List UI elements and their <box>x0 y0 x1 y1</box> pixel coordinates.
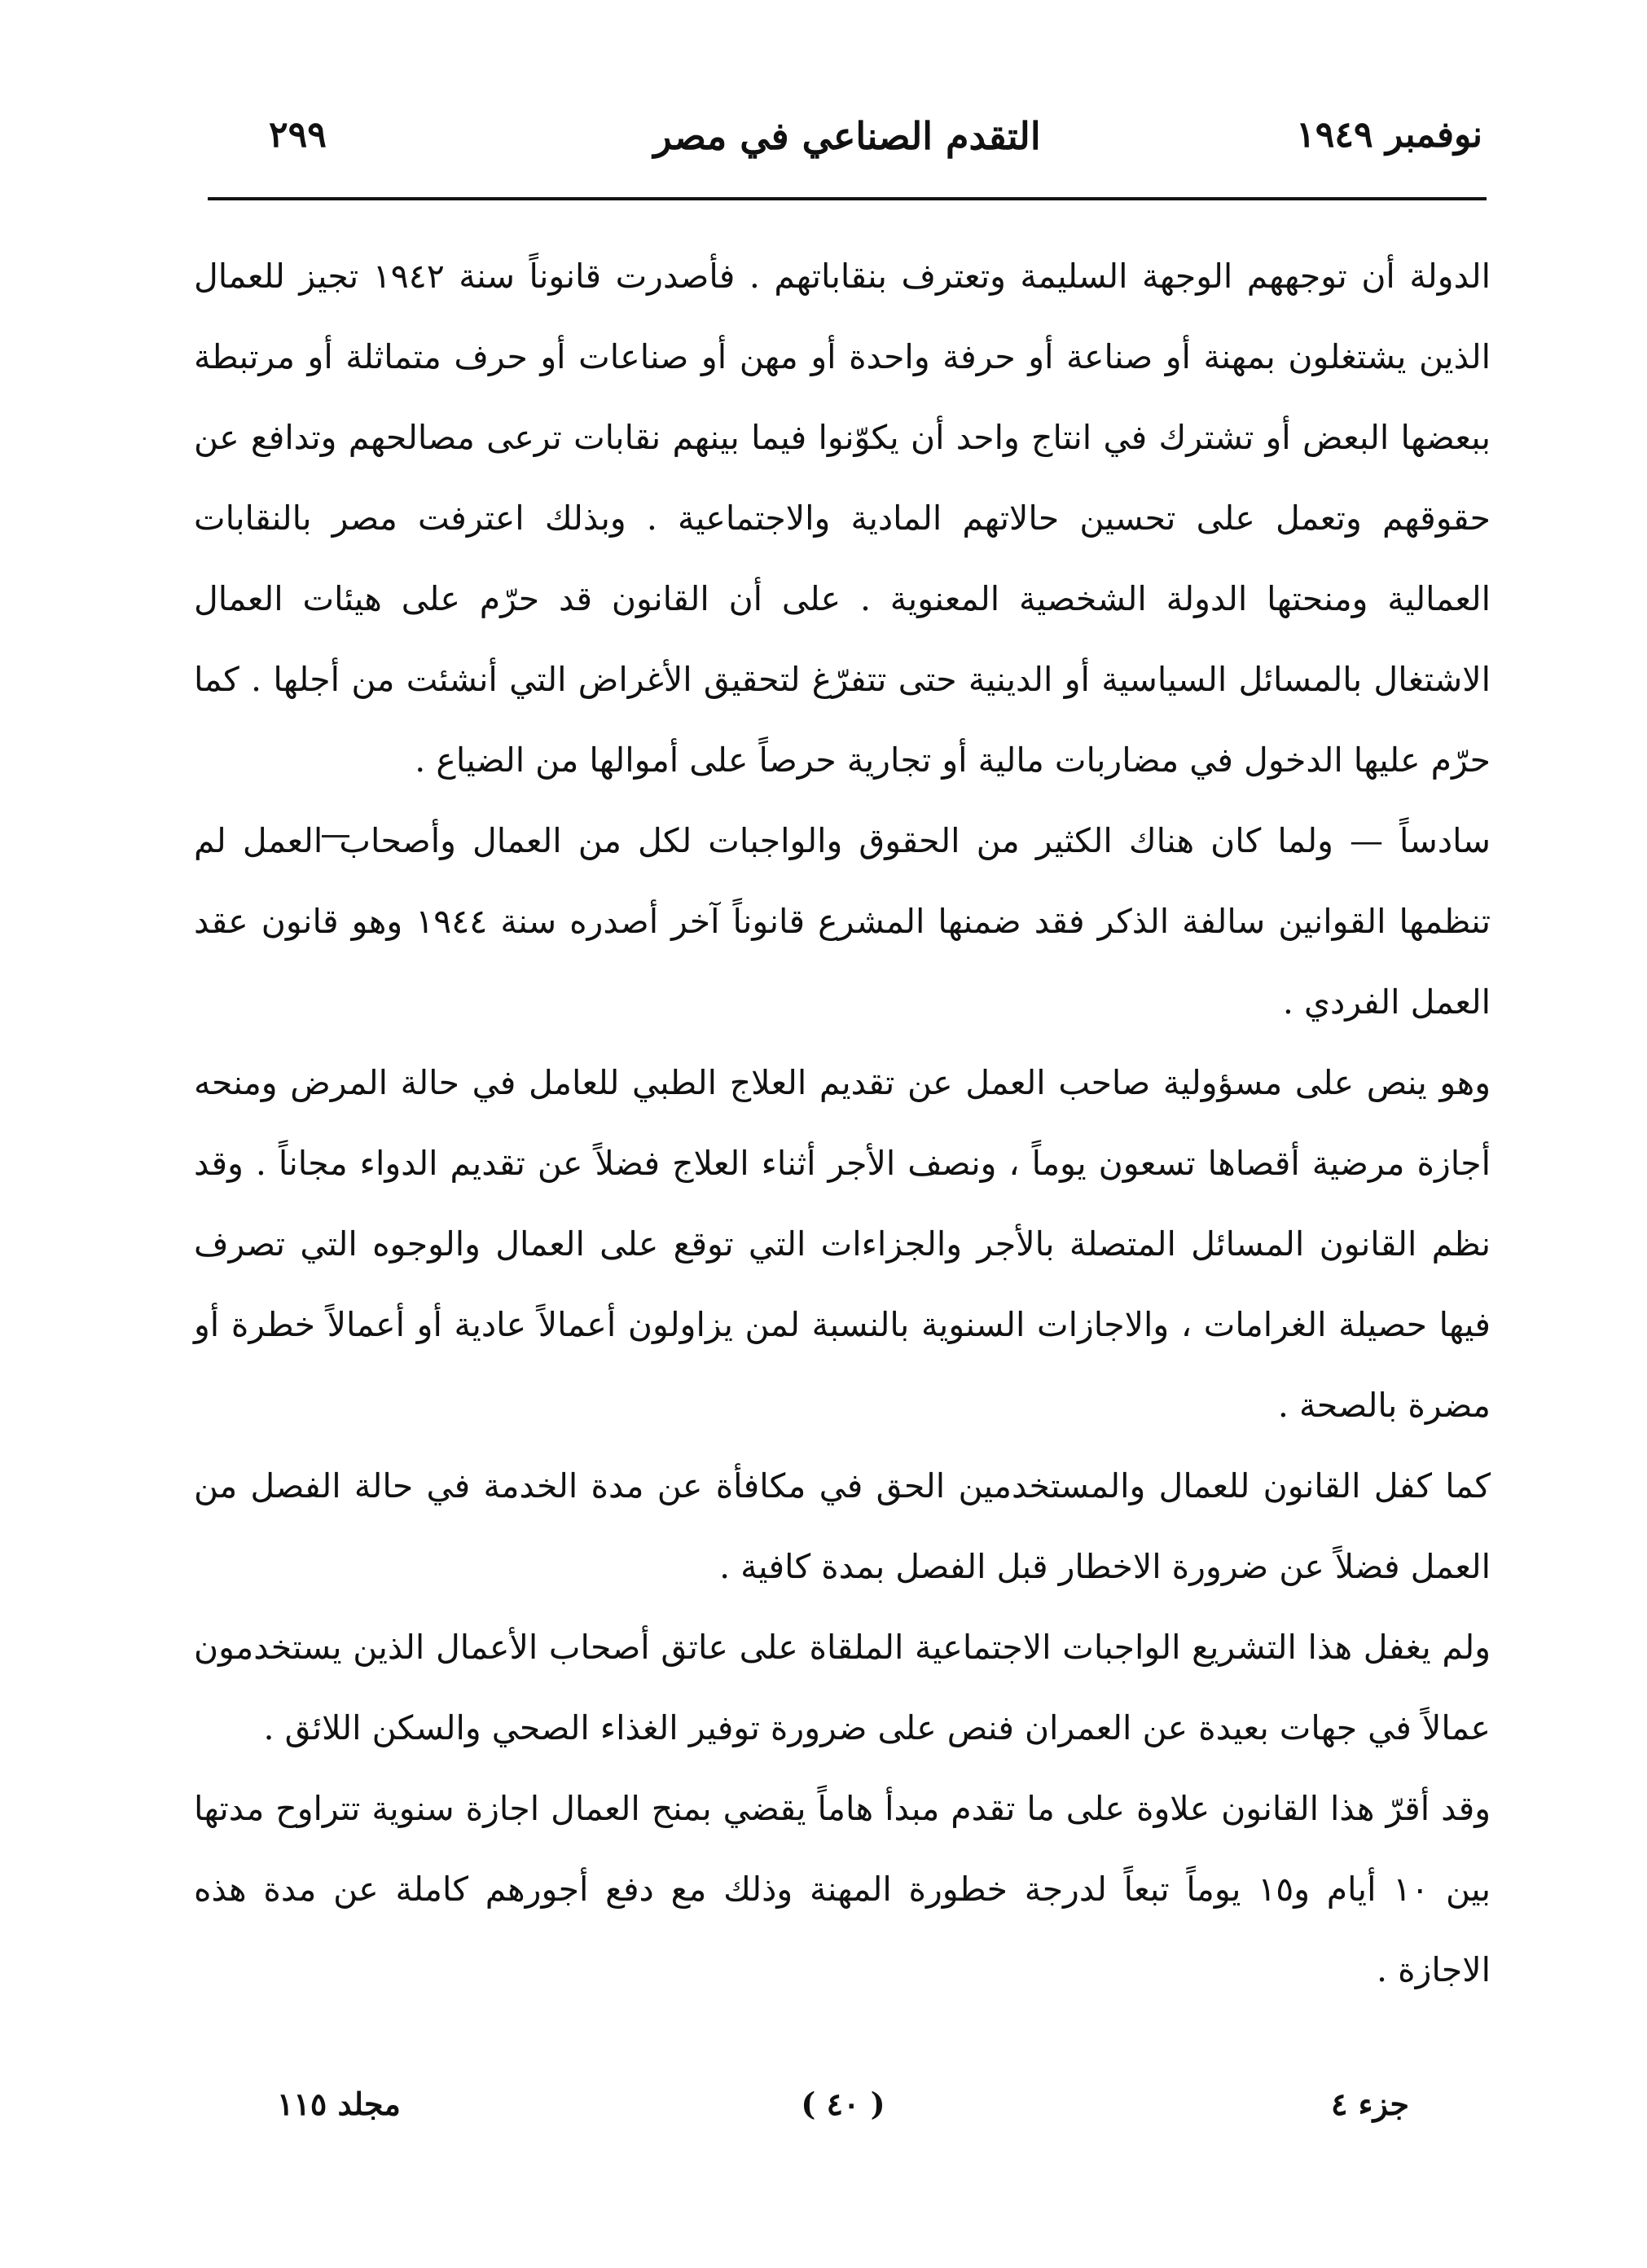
article-body <box>194 236 1491 2011</box>
paragraph: ولم يغفل هذا التشريع الواجبات الاجتماعية الملقاة على عاتق أصحاب الأعمال الذين يستخدمون عمالاً في جهات بعيدة عن العمران فنص على ضرورة توفير الغذاء الصحي والسكن اللائق . <box>194 1628 1491 1747</box>
footer-sheet-number: ( ٤٠ ) <box>801 2086 885 2122</box>
page-footer <box>277 2086 1409 2134</box>
footer-volume: مجلد ١١٥ <box>277 2086 401 2122</box>
paragraph: الدولة أن توجههم الوجهة السليمة وتعترف بنقاباتهم . فأصدرت قانوناً سنة ١٩٤٢ تجيز للعمال الذين يشتغلون بمهنة أو صناعة أو حرفة واحدة أو مهن أو صناعات أو حرف متماثلة أو مرتبطة ببعضها البعض أو تشترك في انتاج واحد أن يكوّنوا فيما بينهم نقابات ترعى مصالحهم وتدافع عن حقوقهم وتعمل على تحسين حالاتهم المادية والاجتماعية . وبذلك اعترفت مصر بالنقابات العمالية ومنحتها الدولة الشخصية المعنوية . على أن القانون قد حرّم على هيئات العمال الاشتغال بالمسائل السياسية أو الدينية حتى تتفرّغ لتحقيق الأغراض التي أنشئت من أجلها . كما حرّم عليها الدخول في مضاربات مالية أو تجارية حرصاً على أموالها من الضياع . <box>194 257 1491 780</box>
header-rule <box>208 197 1487 200</box>
paragraph: كما كفل القانون للعمال والمستخدمين الحق في مكافأة عن مدة الخدمة في حالة الفصل من العمل فضلاً عن ضرورة الاخطار قبل الفصل بمدة كافية . <box>194 1466 1491 1586</box>
print-mark <box>322 835 349 837</box>
paragraph: سادساً — ولما كان هناك الكثير من الحقوق والواجبات لكل من العمال وأصحاب العمل لم تنظمها القوانين سالفة الذكر فقد ضمنها المشرع قانوناً آخر أصدره سنة ١٩٤٤ وهو قانون عقد العمل الفردي . <box>194 821 1491 1022</box>
running-header <box>212 114 1482 179</box>
footer-part: جزء ٤ <box>1331 2086 1409 2122</box>
paragraph: وقد أقرّ هذا القانون علاوة على ما تقدم مبدأ هاماً يقضي بمنح العمال اجازة سنوية تتراوح مدتها بين ١٠ أيام و١٥ يوماً تبعاً لدرجة خطورة المهنة وذلك مع دفع أجورهم كاملة عن مدة هذه الاجازة . <box>194 1789 1491 1989</box>
paragraph: وهو ينص على مسؤولية صاحب العمل عن تقديم العلاج الطبي للعامل في حالة المرض ومنحه أجازة مرضية أقصاها تسعون يوماً ، ونصف الأجر أثناء العلاج فضلاً عن تقديم الدواء مجاناً . وقد نظم القانون المسائل المتصلة بالأجر والجزاءات التي توقع على العمال والوجوه التي تصرف فيها حصيلة الغرامات ، والاجازات السنوية بالنسبة لمن يزاولون أعمالاً عادية أو أعمالاً خطرة أو مضرة بالصحة . <box>194 1063 1491 1425</box>
page-number: ٢٩٩ <box>269 114 327 156</box>
header-title: التقدم الصناعي في مصر <box>653 114 1041 158</box>
header-date: نوفمبر ١٩٤٩ <box>1296 114 1482 156</box>
